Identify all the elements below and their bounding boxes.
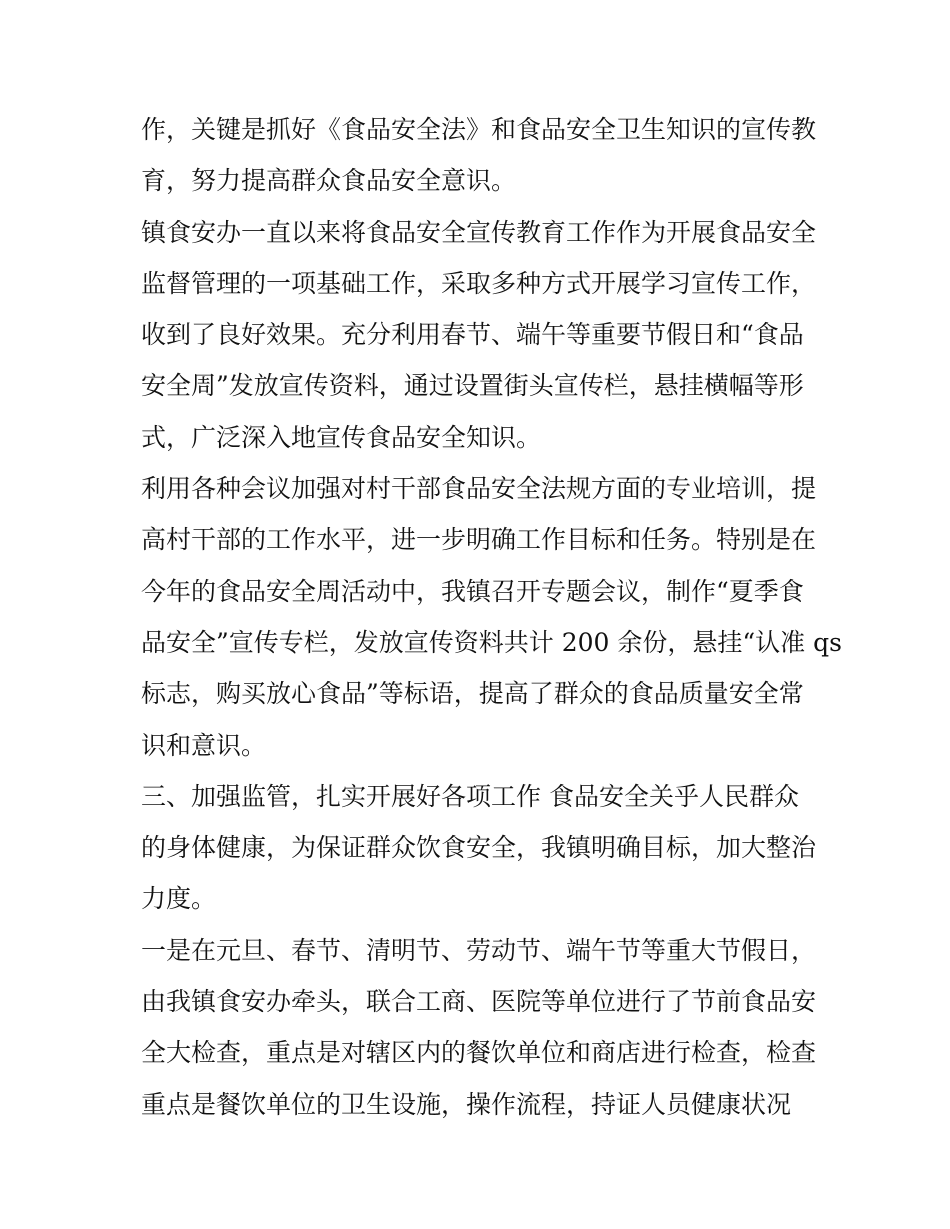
text-line: 作，关键是抓好《食品安全法》和食品安全卫生知识的宣传教	[141, 115, 817, 144]
text-line: 一是在元旦、春节、清明节、劳动节、端午节等重大节假日，	[141, 935, 817, 965]
text-line: 育，努力提高群众食品安全意识。	[141, 166, 517, 196]
text-line: 的身体健康，为保证群众饮食安全，我镇明确目标，加大整治	[141, 833, 817, 863]
text-line: 全大检查，重点是对辖区内的餐饮单位和商店进行检查，检查	[141, 1038, 817, 1068]
text-line: 利用各种会议加强对村干部食品安全法规方面的专业培训，提	[141, 474, 817, 504]
text-line: 式，广泛深入地宣传食品安全知识。	[141, 422, 542, 452]
text-line: 识和意识。	[141, 730, 267, 760]
text-line: 镇食安办一直以来将食品安全宣传教育工作作为开展食品安全	[141, 217, 817, 247]
text-line: 安全周”发放宣传资料，通过设置街头宣传栏，悬挂横幅等形	[141, 371, 804, 401]
text-line: 监督管理的一项基础工作，采取多种方式开展学习宣传工作，	[141, 268, 817, 298]
text-line: 三、加强监管，扎实开展好各项工作 食品安全关乎人民群众	[141, 781, 799, 811]
text-line: 标志，购买放心食品”等标语，提高了群众的食品质量安全常	[141, 679, 804, 709]
text-line: 今年的食品安全周活动中，我镇召开专题会议，制作“夏季食	[141, 576, 804, 606]
text-line: 重点是餐饮单位的卫生设施，操作流程，持证人员健康状况	[141, 1089, 792, 1119]
text-line: 由我镇食安办牵头，联合工商、医院等单位进行了节前食品安	[141, 987, 817, 1017]
body-text	[141, 104, 842, 1130]
text-line: 高村干部的工作水平，进一步明确工作目标和任务。特别是在	[141, 525, 817, 555]
text-line: 力度。	[141, 884, 217, 914]
text-line: 品安全”宣传专栏，发放宣传资料共计 200 余份，悬挂“认准 qs	[141, 627, 842, 657]
text-line: 收到了良好效果。充分利用春节、端午等重要节假日和“食品	[141, 320, 804, 350]
